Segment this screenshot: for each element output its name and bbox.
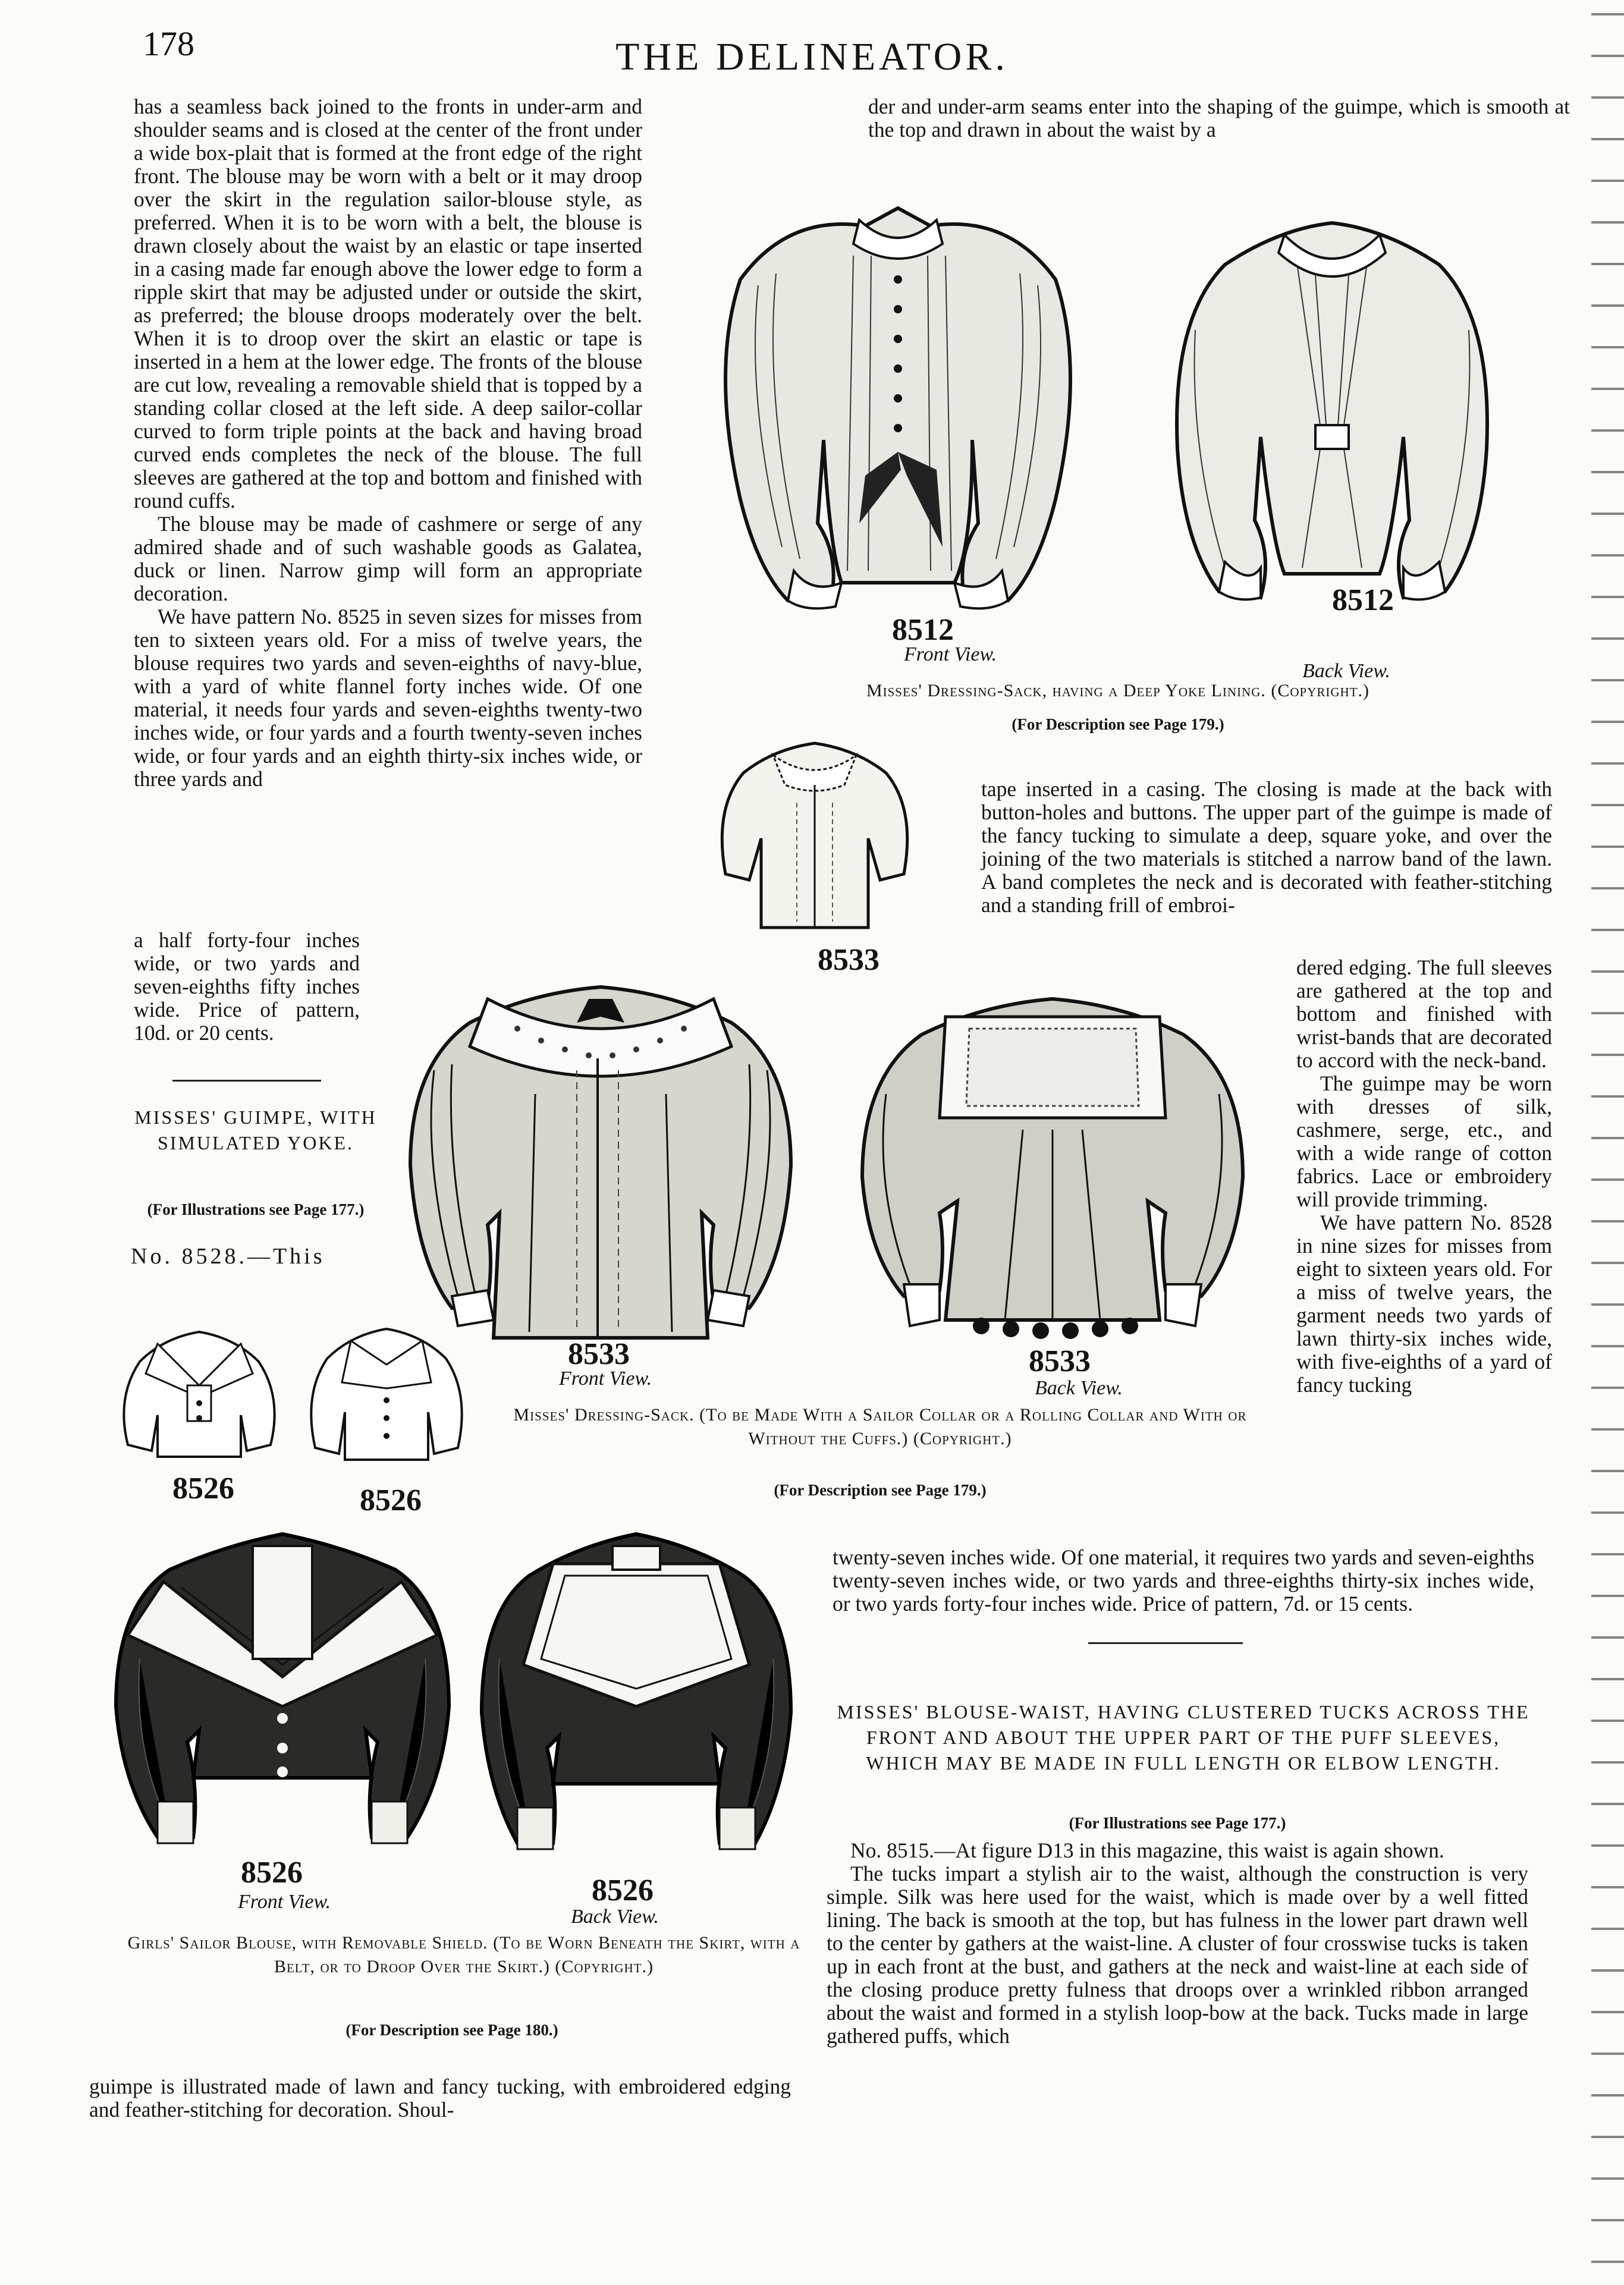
right-column-narrow	[1296, 956, 1552, 1397]
right-column-mid	[981, 778, 1552, 917]
figure-number: 8526	[172, 1472, 234, 1505]
figure-caption: Misses' Dressing-Sack, having a Deep Yoke Lining. (Copyright.)	[866, 681, 1370, 700]
figure-number: 8526	[241, 1856, 303, 1890]
figure-number: 8512	[892, 613, 954, 647]
page-number: 178	[143, 24, 194, 63]
paragraph: tape inserted in a casing. The closing is made at the back with button-holes and buttons. The upper part of the guimpe is made of the fancy tucking to simulate a deep, square yoke, and over the joining of the two materials is stitched a narrow band of the lawn. A band completes the neck and is decorated with feather-stitching and a standing frill of embroi-	[981, 777, 1552, 917]
figure-caption: Misses' Dressing-Sack. (To be Made With a Sailor Collar or a Rolling Collar and With or Without the Cuffs.) (Copyright.)	[513, 1405, 1247, 1448]
figure-caption: Girls' Sailor Blouse, with Removable Shield. (To be Worn Beneath the Skirt, with a Belt, or to Droop Over the Skirt.) (Copyright.)	[127, 1933, 800, 1976]
section-heading: MISSES' BLOUSE-WAIST, HAVING CLUSTERED TUCKS ACROSS THE FRONT AND ABOUT THE UPPER PART OF THE PUFF SLEEVES, WHICH MAY BE MADE IN FULL LENGTH OR ELBOW LENGTH.	[837, 1701, 1530, 1774]
illustration-8512-front	[705, 190, 1091, 618]
figure-number: 8526	[360, 1483, 422, 1517]
paragraph: The tucks impart a stylish air to the waist, although the construction is very simple. Silk was here used for the waist, which is made over by a well fitted lining. The back is smooth at the top, but has fulness in the lower part drawn well to the center by gathers at the waist-line. A cluster of four crosswise tucks is taken up in each front at the bust, and gathers at the neck and waist-line at each side of the closing produce pretty fulness that droops over a wrinkled ribbon arranged about the waist and formed in a stylish loop-bow at the back. Tucks made in large gathered puffs, which	[827, 1862, 1528, 2048]
paragraph: The guimpe may be worn with dresses of silk, cashmere, serge, etc., and with a wide range of cotton fabrics. Lace or embroidery will provide trimming.	[1296, 1071, 1552, 1211]
figure-view-label: Front View.	[238, 1891, 331, 1913]
paragraph: dered edging. The full sleeves are gathered at the top and bottom and finished with wrist-bands that are decorated to accord with the neck-band.	[1296, 956, 1552, 1072]
figure-number: 8533	[1029, 1344, 1091, 1378]
right-column-continuation: twenty-seven inches wide. Of one material, it requires two yards and seven-eighths twenty-seven inches wide, or two yards and three-eighths thirty-six inches wide, or two yards forty-four inches wide. Price of pattern, 7d. or 15 cents.	[833, 1545, 1535, 1615]
paragraph: We have pattern No. 8528 in nine sizes for misses from eight to sixteen years old. For a miss of twelve years, the garment needs two yards of lawn thirty-six inches wide, with five-eighths of a yard of fancy tucking	[1296, 1211, 1552, 1397]
figure-number: 8526	[592, 1874, 654, 1907]
running-title: THE DELINEATOR.	[615, 35, 1009, 78]
figure-number: 8512	[1332, 583, 1394, 617]
figure-view-label: Front View.	[904, 643, 997, 665]
left-column-top	[134, 95, 642, 791]
illustration-8533-back	[844, 987, 1261, 1344]
right-column-top: der and under-arm seams enter into the shaping of the guimpe, which is smooth at the top and drawn in about the waist by a	[868, 95, 1570, 142]
section-heading: MISSES' GUIMPE, WITH SIMULATED YOKE.	[134, 1107, 377, 1153]
section-divider	[1088, 1642, 1243, 1644]
illustration-8533-small	[708, 731, 922, 945]
left-column-narrow	[134, 929, 360, 1045]
left-column-bottom: guimpe is illustrated made of lawn and fancy tucking, with embroidered edging and feather-stitching for decoration. Shoul-	[89, 2075, 791, 2121]
paragraph-lead: No. 8528.—This	[131, 1244, 325, 1269]
paragraph: No. 8515.—At figure D13 in this magazine, this waist is again shown.	[850, 1838, 1444, 1862]
paragraph: a half forty-four inches wide, or two yards and seven-eighths fifty inches wide. Price of pattern, 10d. or 20 cents.	[134, 928, 360, 1045]
page-edge-artifact	[1591, 0, 1624, 2285]
paragraph: has a seamless back joined to the fronts in under-arm and shoulder seams and is closed at the center of the front under a wide box-plait that is formed at the front edge of the right front. The blouse may be worn with a belt or it may droop over the skirt in the regulation sailor-blouse style, as preferred. When it is to be worn with a belt, the blouse is drawn closely about the waist by an elastic or tape inserted in a casing made far enough above the lower edge to form a ripple skirt that may be adjusted under or outside the skirt, as preferred; the blouse droops moderately over the belt. When it is to droop over the skirt an elastic or tape is inserted in a hem at the lower edge. The fronts of the blouse are cut low, revealing a removable shield that is topped by a standing collar closed at the left side. A deep sailor-collar curved to form triple points at the back and having broad curved ends completes the neck of the blouse. The full sleeves are gathered at the top and bottom and finished with round cuffs.	[134, 95, 642, 513]
figure-number: 8533	[818, 943, 879, 977]
right-column-bottom	[827, 1839, 1528, 2048]
illustration-reference: (For Illustrations see Page 177.)	[147, 1200, 365, 1218]
illustration-8526-small-back	[303, 1317, 470, 1478]
figure-reference: (For Description see Page 179.)	[1012, 715, 1224, 733]
illustration-8526-back	[470, 1528, 803, 1861]
illustration-8526-small-front	[116, 1320, 282, 1475]
figure-reference: (For Description see Page 180.)	[345, 2021, 558, 2039]
illustration-reference: (For Illustrations see Page 177.)	[1069, 1814, 1286, 1832]
illustration-8533-front	[398, 975, 803, 1356]
figure-view-label: Back View.	[1035, 1377, 1123, 1399]
paragraph: We have pattern No. 8525 in seven sizes for misses from ten to sixteen years old. For a miss of twelve years, the blouse requires two yards and seven-eighths of navy-blue, with a yard of white flannel forty inches wide. Of one material, it needs four yards and seven-eighths twenty-two inches wide, or four yards and a fourth twenty-seven inches wide, or four yards and an eighth thirty-six inches wide, or three yards and	[134, 605, 642, 791]
figure-view-label: Back View.	[1302, 660, 1390, 682]
figure-number: 8533	[568, 1337, 630, 1371]
figure-reference: (For Description see Page 179.)	[774, 1481, 987, 1499]
figure-view-label: Front View.	[559, 1368, 652, 1390]
illustration-8526-front	[104, 1528, 461, 1849]
section-divider	[172, 1080, 321, 1082]
illustration-8512-back	[1160, 211, 1504, 615]
paragraph: The blouse may be made of cashmere or serge of any admired shade and of such washable goods as Galatea, duck or linen. Narrow gimp will form an appropriate decoration.	[134, 512, 642, 605]
figure-view-label: Back View.	[571, 1906, 659, 1928]
